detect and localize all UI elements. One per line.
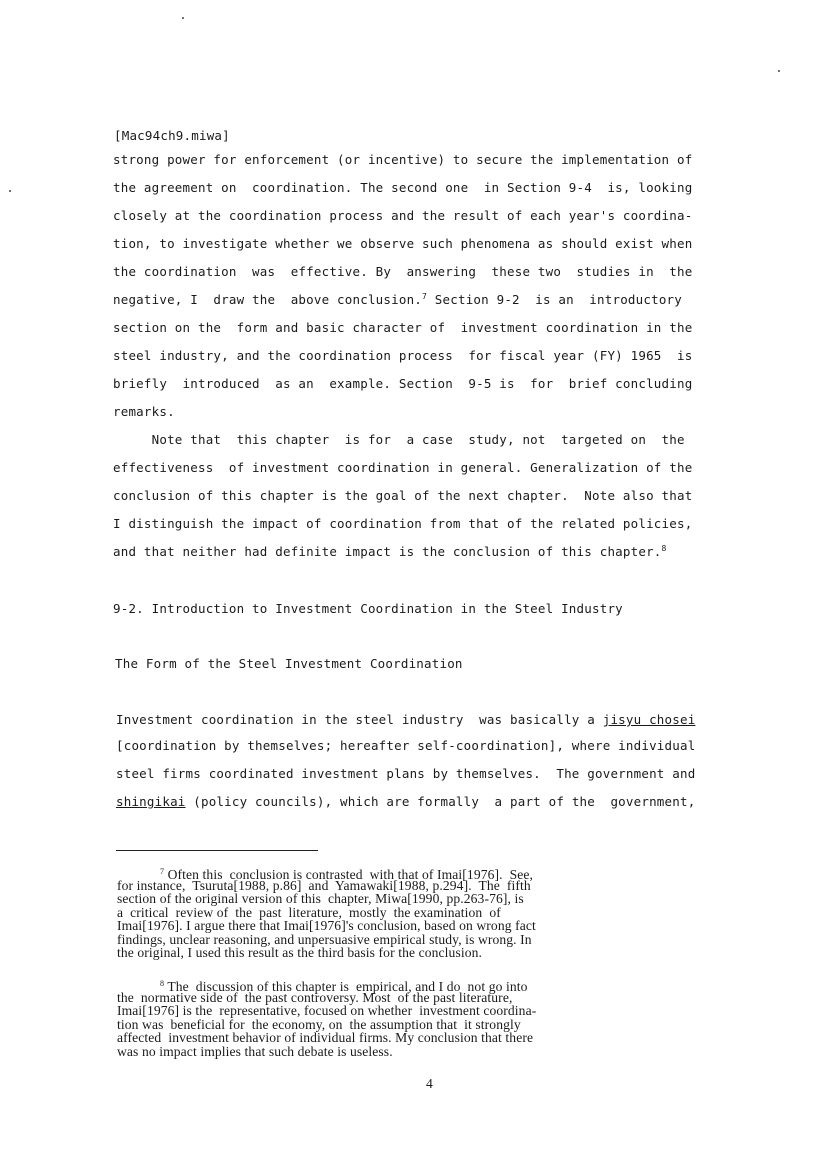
footnote-line: findings, unclear reasoning, and unpersuasive empirical study, is wrong. In [117, 931, 532, 947]
page-number: 4 [426, 1076, 433, 1091]
body-line: I distinguish the impact of coordination from that of the related policies, [113, 516, 693, 531]
body-line: strong power for enforcement (or incentive) to secure the implementation of [113, 152, 693, 167]
body-line: briefly introduced as an example. Section 9-5 is for brief concluding [113, 376, 693, 391]
footnote-line: for instance, Tsuruta[1988, p.86] and Yamawaki[1988, p.294]. The fifth [117, 877, 531, 893]
scan-speck [9, 190, 11, 192]
footnote-line: Imai[1976] is the representative, focused on whether investment coordina- [117, 1003, 537, 1018]
body-line-text: Investment coordination in the steel industry was basically a [116, 712, 603, 727]
japanese-term: shingikai [116, 794, 186, 809]
body-line-with-footnote [113, 292, 682, 307]
footnote-line: the normative side of the past controversy. Most of the past literature, [117, 989, 513, 1005]
body-line: tion, to investigate whether we observe such phenomena as should exist when [113, 236, 693, 251]
body-line: section on the form and basic character of investment coordination in the [113, 320, 693, 335]
body-line-text: (policy councils), which are formally a part of the government, [185, 794, 696, 809]
footnote-text: Often this conclusion is contrasted with that of Imai[1976]. See, [167, 867, 534, 882]
body-line: closely at the coordination process and the result of each year's coordina- [113, 208, 693, 223]
body-line-text: negative, I draw the above conclusion. [113, 292, 423, 307]
footnote-line: Imai[1976]. I argue there that Imai[1976]'s conclusion, based on wrong fact [117, 918, 536, 933]
body-line: steel firms coordinated investment plans by themselves. The government and [116, 766, 696, 781]
footnote-line: affected investment behavior of individual firms. My conclusion that there [117, 1030, 534, 1045]
scan-speck [182, 17, 184, 19]
footnote-mark-8: 8 [661, 544, 667, 553]
body-line-with-footnote [113, 544, 667, 559]
body-line: effectiveness of investment coordination in general. Generalization of the [113, 460, 693, 475]
body-line: the agreement on coordination. The second one in Section 9-4 is, looking [113, 180, 693, 195]
footnote-number: 8 [160, 979, 165, 988]
body-line: steel industry, and the coordination process for fiscal year (FY) 1965 is [113, 348, 693, 363]
footnote-line: was no impact implies that such debate is useless. [117, 1043, 393, 1059]
body-line: Note that this chapter is for a case study, not targeted on the [113, 432, 685, 447]
body-line-text: and that neither had definite impact is the conclusion of this chapter. [113, 544, 662, 559]
footnote-number: 7 [160, 867, 165, 876]
scan-speck [778, 70, 780, 72]
footnote-divider [116, 850, 318, 851]
body-line: [coordination by themselves; hereafter self-coordination], where individual [116, 738, 696, 753]
footnote-mark-7: 7 [422, 292, 428, 301]
japanese-term: jisyu chosei [602, 712, 696, 727]
footnote-text: The discussion of this chapter is empirical, and I do not go into [167, 979, 528, 994]
body-line-tail: Section 9-2 is an introductory [427, 292, 683, 307]
body-line [116, 712, 695, 727]
subsection-heading: The Form of the Steel Investment Coordination [115, 656, 463, 671]
body-line: conclusion of this chapter is the goal of the next chapter. Note also that [113, 488, 693, 503]
footnote-line: the original, I used this result as the third basis for the conclusion. [117, 945, 482, 960]
body-line: remarks. [113, 404, 175, 419]
footnote-line: tion was beneficial for the economy, on the assumption that it strongly [117, 1016, 521, 1032]
body-line [116, 794, 695, 809]
footnote-line: a critical review of the past literature, mostly the examination of [117, 904, 501, 920]
body-line: the coordination was effective. By answering these two studies in the [113, 264, 693, 279]
section-heading: 9-2. Introduction to Investment Coordination in the Steel Industry [113, 601, 623, 616]
file-tag: [Mac94ch9.miwa] [114, 128, 230, 143]
footnote-line: section of the original version of this chapter, Miwa[1990, pp.263-76], is [117, 891, 524, 906]
